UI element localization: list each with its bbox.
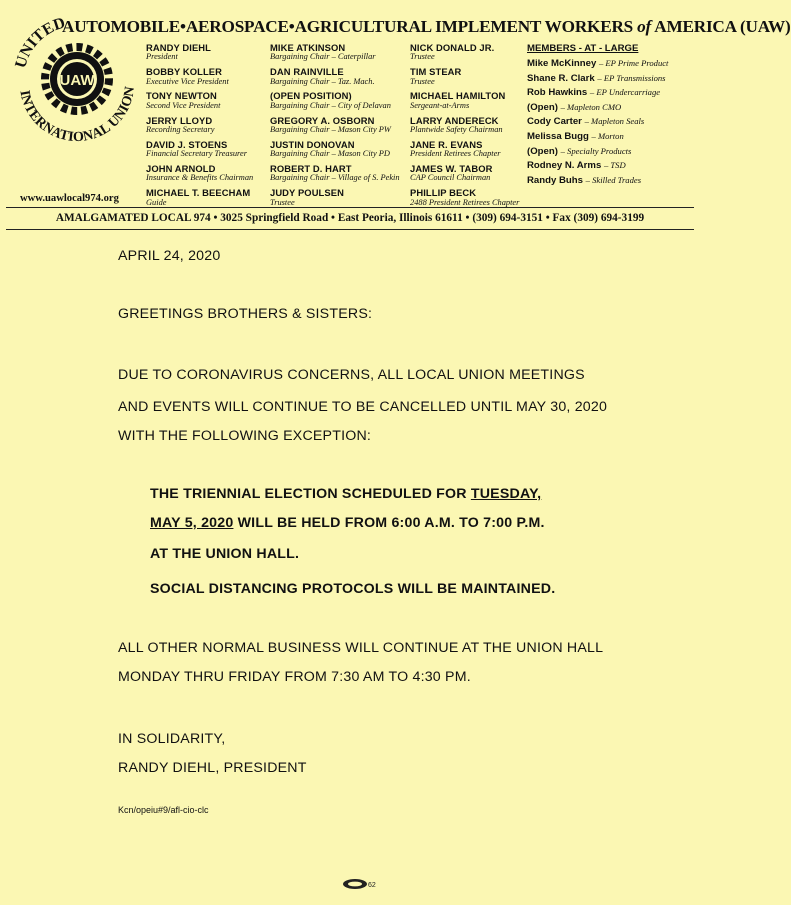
- member-entry: Melissa Bugg – Morton: [527, 130, 624, 142]
- paragraph-2-line-1: ALL OTHER NORMAL BUSINESS WILL CONTINUE AT THE UNION HALL: [118, 640, 604, 656]
- officer-entry: MICHAEL T. BEECHAM Guide: [146, 187, 251, 207]
- officer-entry: DAVID J. STOENS Financial Secretary Treasurer: [146, 138, 247, 159]
- member-entry: Rob Hawkins – EP Undercarriage: [527, 87, 661, 99]
- officer-entry: GREGORY A. OSBORN Bargaining Chair – Mason City PW: [270, 114, 391, 134]
- member-entry: Cody Carter – Mapleton Seals: [527, 116, 645, 128]
- exception-line-3: AT THE UNION HALL.: [150, 546, 300, 562]
- officer-entry: TIM STEAR Trustee: [410, 66, 462, 86]
- member-entry: (Open) – Mapleton CMO: [527, 101, 622, 113]
- officer-entry: BOBBY KOLLER Executive Vice President: [146, 66, 229, 86]
- officer-entry: JANE R. EVANS President Retirees Chapter: [410, 138, 501, 159]
- officer-entry: JAMES W. TABOR CAP Council Chairman: [410, 162, 493, 183]
- officers-column-2: [270, 43, 400, 212]
- member-entry: Shane R. Clark – EP Transmissions: [527, 72, 666, 84]
- paragraph-1-line-1: DUE TO CORONAVIRUS CONCERNS, ALL LOCAL UNION MEETINGS: [118, 367, 585, 383]
- officer-entry: JERRY LLOYD Recording Secretary: [146, 114, 215, 134]
- svg-text:UNITED: UNITED: [12, 14, 68, 71]
- member-entry: Randy Buhs – Skilled Trades: [527, 174, 642, 186]
- officer-entry: MICHAEL HAMILTON Sergeant-at-Arms: [410, 90, 506, 110]
- officer-entry: JUSTIN DONOVAN Bargaining Chair – Mason City PD: [270, 138, 390, 159]
- member-entry: (Open) – Specialty Products: [527, 145, 632, 157]
- closing: IN SOLIDARITY,: [118, 731, 226, 747]
- salutation: GREETINGS BROTHERS & SISTERS:: [118, 306, 373, 322]
- signature: RANDY DIEHL, PRESIDENT: [118, 760, 307, 776]
- exception-line-4: SOCIAL DISTANCING PROTOCOLS WILL BE MAINTAINED.: [150, 581, 556, 597]
- officers-column-3: [410, 43, 519, 212]
- members-at-large: [527, 43, 668, 189]
- officers-column-1: [146, 43, 253, 212]
- officer-entry: JOHN ARNOLD Insurance & Benefits Chairman: [146, 162, 254, 183]
- svg-text:UAW: UAW: [59, 72, 95, 89]
- member-entry: Rodney N. Arms – TSD: [527, 160, 626, 172]
- union-name-heading: AUTOMOBILE•AEROSPACE•AGRICULTURAL IMPLEMENT WORKERS of AMERICA (UAW): [62, 17, 791, 36]
- svg-text:INTERNATIONAL UNION: INTERNATIONAL UNION: [16, 85, 139, 146]
- paragraph-2-line-2: MONDAY THRU FRIDAY FROM 7:30 AM TO 4:30 PM.: [118, 669, 471, 685]
- officer-entry: LARRY ANDERECK Plantwide Safety Chairman: [410, 114, 503, 134]
- header-divider-top: [6, 207, 694, 208]
- members-at-large-heading: MEMBERS - AT - LARGE: [527, 43, 639, 54]
- officer-entry: (OPEN POSITION) Bargaining Chair – City of Delavan: [270, 90, 391, 110]
- officer-entry: JUDY POULSEN Trustee: [270, 187, 344, 207]
- officer-entry: ROBERT D. HART Bargaining Chair – Village of S. Pekin: [270, 162, 400, 183]
- address-line: AMALGAMATED LOCAL 974 • 3025 Springfield Road • East Peoria, Illinois 61611 • (309) 694-3151 • Fax (309) 694-3199: [55, 212, 645, 224]
- union-bug-icon: [342, 878, 376, 890]
- typist-tag: Kcn/opeiu#9/afl-cio-clc: [118, 805, 209, 815]
- exception-line-1: THE TRIENNIAL ELECTION SCHEDULED FOR TUESDAY,: [150, 486, 542, 502]
- website-link[interactable]: www.uawlocal974.org: [20, 193, 119, 204]
- paragraph-1-line-3: WITH THE FOLLOWING EXCEPTION:: [118, 428, 372, 444]
- member-entry: Mike McKinney – EP Prime Product: [527, 58, 669, 69]
- officer-entry: NICK DONALD JR. Trustee: [410, 42, 495, 62]
- header-divider-bottom: [6, 229, 694, 230]
- officer-entry: MIKE ATKINSON Bargaining Chair – Caterpillar: [270, 42, 376, 62]
- officer-entry: DAN RAINVILLE Bargaining Chair – Taz. Mach.: [270, 66, 375, 86]
- letter-date: APRIL 24, 2020: [118, 248, 221, 264]
- exception-line-2: MAY 5, 2020 WILL BE HELD FROM 6:00 A.M. TO 7:00 P.M.: [150, 515, 545, 531]
- officer-entry: PHILLIP BECK 2488 President Retirees Chapter: [410, 187, 520, 207]
- officer-entry: TONY NEWTON Second Vice President: [146, 90, 221, 110]
- svg-text:62: 62: [368, 882, 376, 889]
- officer-entry: RANDY DIEHL President: [146, 42, 211, 62]
- paragraph-1-line-2: AND EVENTS WILL CONTINUE TO BE CANCELLED UNTIL MAY 30, 2020: [118, 399, 608, 415]
